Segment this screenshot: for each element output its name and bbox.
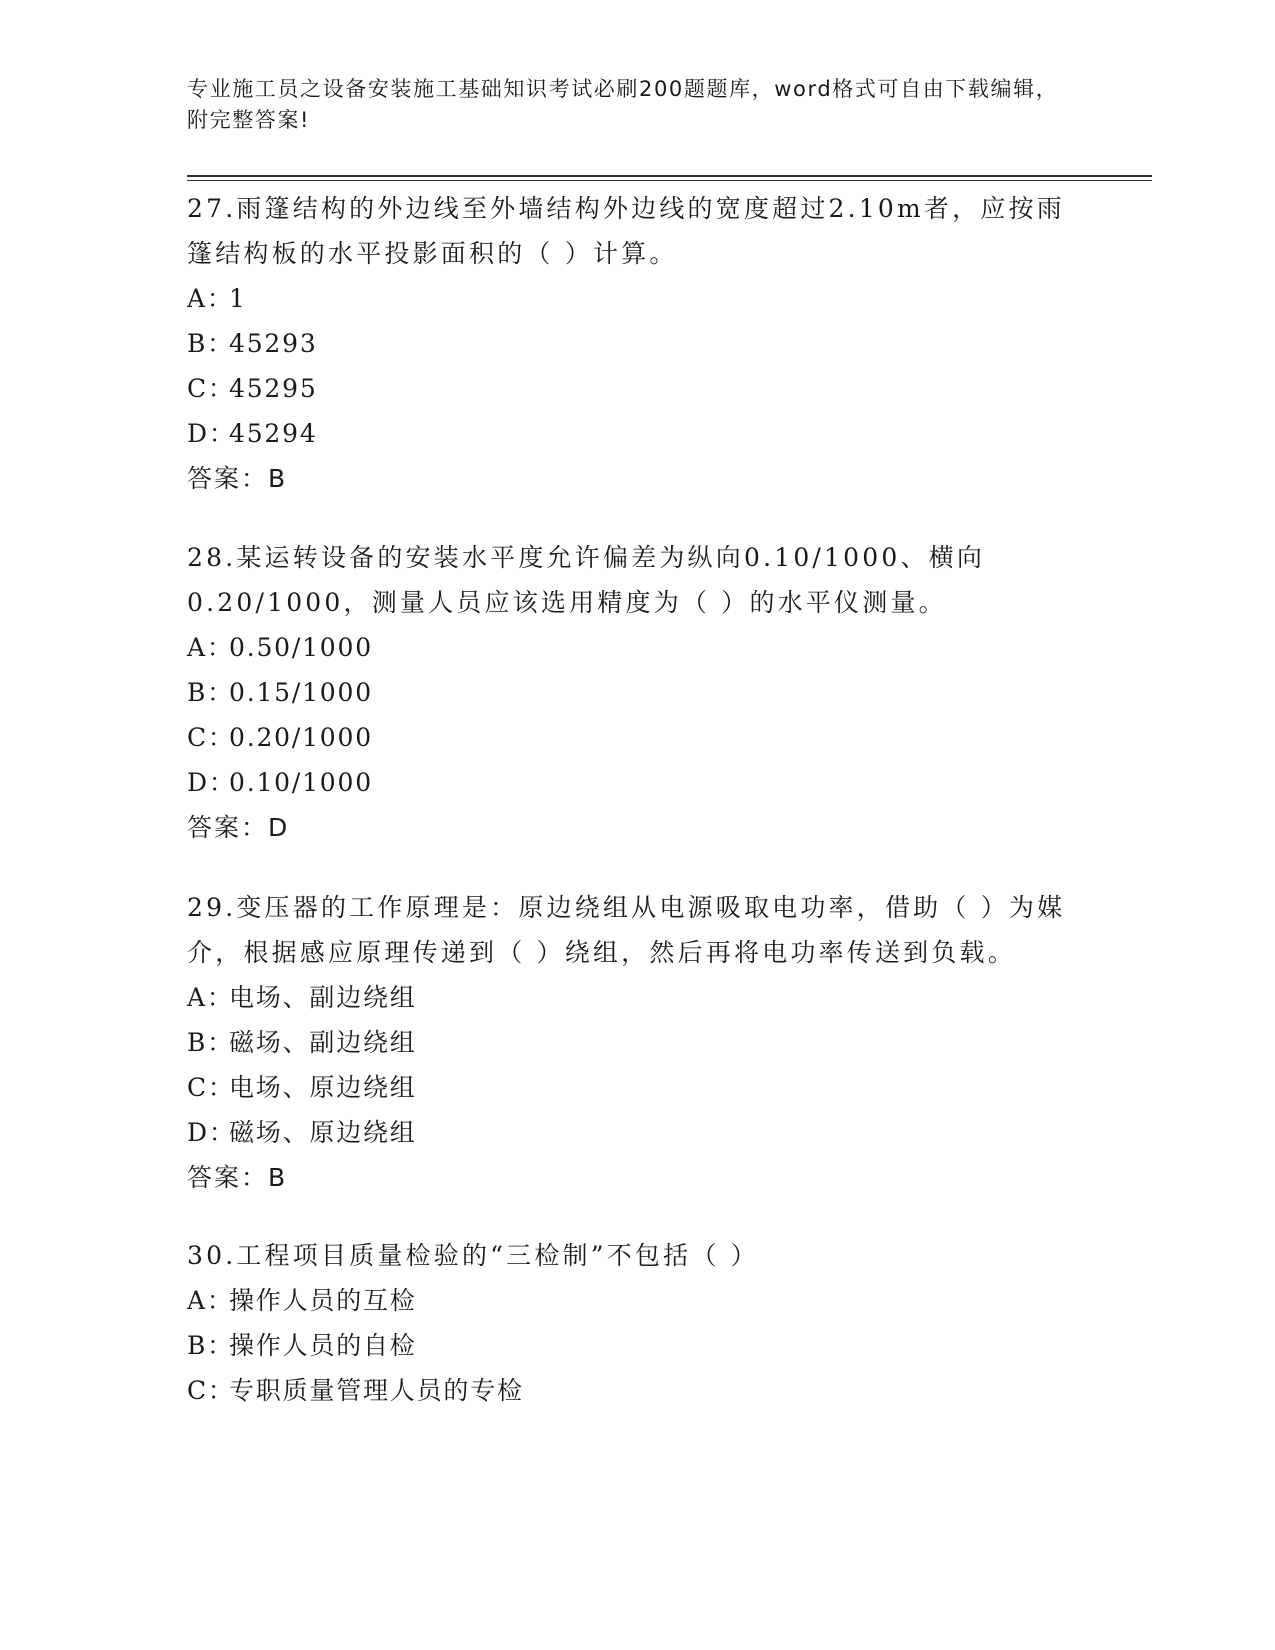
question-stem: 30.工程项目质量检验的“三检制”不包括（ ）: [187, 1241, 759, 1270]
answer: 答案：B: [187, 464, 288, 493]
option-a: A：1: [187, 284, 247, 313]
option-d: D：0.10/1000: [187, 768, 373, 797]
document-header: 专业施工员之设备安装施工基础知识考试必刷200题题库，word格式可自由下载编辑，附完整答案!: [187, 77, 1059, 132]
question-30: [187, 1233, 1087, 1413]
option-a: A：操作人员的互检: [187, 1286, 417, 1315]
question-stem: 27.雨篷结构的外边线至外墙结构外边线的宽度超过2.10m者，应按雨篷结构板的水平投影面积的（ ）计算。: [187, 194, 1065, 268]
option-c: C：45295: [187, 374, 318, 403]
question-27: [187, 186, 1087, 501]
header-divider: [187, 175, 1152, 177]
question-28: [187, 535, 1087, 850]
answer: 答案：D: [187, 813, 290, 842]
option-c: C：电场、原边绕组: [187, 1073, 417, 1102]
option-a: A：0.50/1000: [187, 633, 373, 662]
option-b: B：磁场、副边绕组: [187, 1028, 417, 1057]
option-d: D：磁场、原边绕组: [187, 1118, 417, 1147]
option-b: B：45293: [187, 329, 318, 358]
question-stem: 28.某运转设备的安装水平度允许偏差为纵向0.10/1000、横向0.20/1000，测量人员应该选用精度为（ ）的水平仪测量。: [187, 543, 986, 617]
question-stem: 29.变压器的工作原理是：原边绕组从电源吸取电功率，借助（ ）为媒介，根据感应原理传递到（ ）绕组，然后再将电功率传送到负载。: [187, 893, 1066, 967]
question-29: [187, 885, 1087, 1200]
option-c: C：专职质量管理人员的专检: [187, 1376, 524, 1405]
option-b: B：操作人员的自检: [187, 1331, 417, 1360]
option-a: A：电场、副边绕组: [187, 983, 417, 1012]
answer: 答案：B: [187, 1163, 288, 1192]
option-d: D：45294: [187, 419, 318, 448]
option-c: C：0.20/1000: [187, 723, 373, 752]
option-b: B：0.15/1000: [187, 678, 373, 707]
header-divider-secondary: [187, 180, 1152, 181]
